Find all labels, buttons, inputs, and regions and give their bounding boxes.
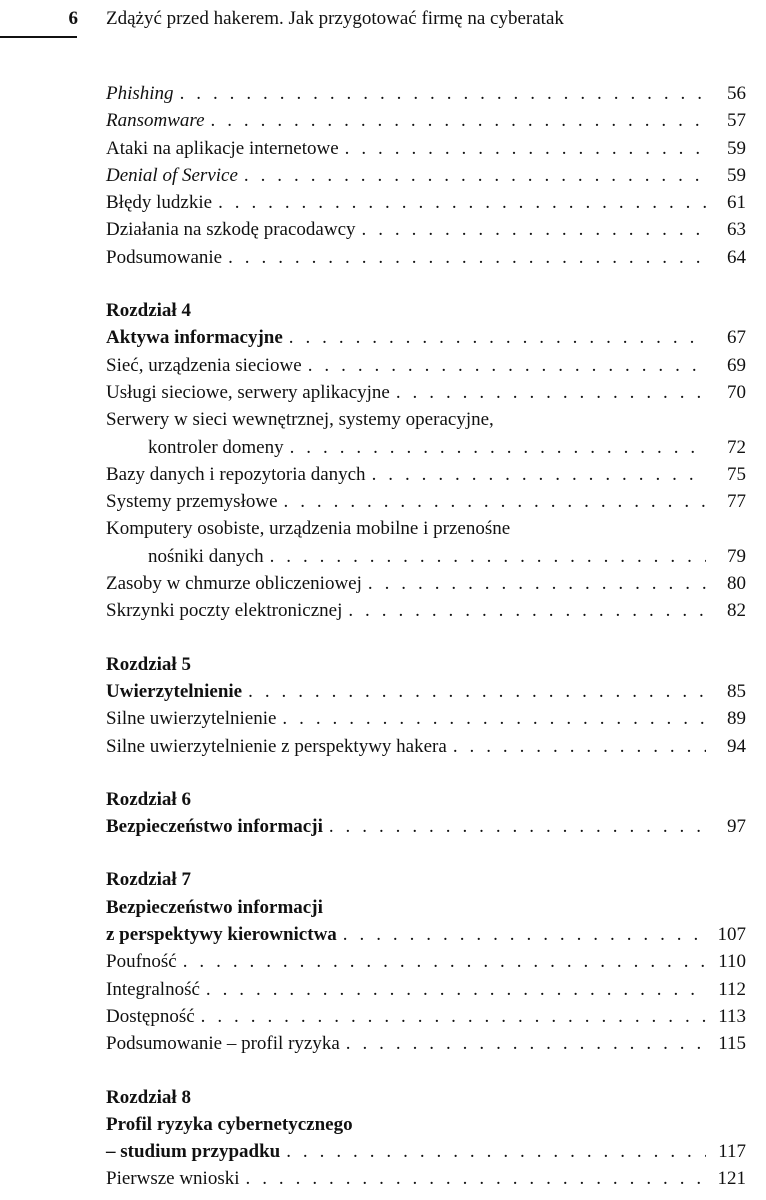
toc-entry-label: Phishing	[106, 83, 174, 104]
table-of-contents	[106, 80, 746, 1193]
dot-leader	[180, 80, 706, 107]
dot-leader	[453, 733, 706, 760]
toc-entry-label: Działania na szkodę pracodawcy	[106, 219, 356, 241]
toc-entry[interactable]	[106, 543, 746, 570]
chapter-title-entry[interactable]	[106, 921, 746, 948]
toc-entry-label: Bazy danych i repozytoria danych	[106, 463, 366, 485]
toc-entry-page: 110	[718, 951, 746, 973]
dot-leader	[218, 189, 706, 216]
dot-leader	[286, 1138, 706, 1165]
dot-leader	[201, 1003, 706, 1030]
toc-entry-page: 69	[727, 354, 746, 376]
chapter-label: Rozdział 4	[106, 300, 191, 322]
toc-entry-page: 113	[718, 1005, 746, 1027]
chapter-title: Aktywa informacyjne	[106, 327, 283, 349]
page-number: 6	[68, 8, 78, 29]
dot-leader	[372, 461, 706, 488]
toc-entry-page: 61	[727, 192, 746, 214]
toc-entry-label: Błędy ludzkie	[106, 192, 213, 214]
chapter-label: Rozdział 6	[106, 788, 191, 810]
dot-leader	[248, 678, 706, 705]
toc-entry-page: 80	[727, 573, 746, 595]
dot-leader	[246, 1165, 706, 1192]
toc-entry-page: 67	[727, 327, 746, 349]
chapter-title-line1: Profil ryzyka cybernetycznego	[106, 1113, 353, 1135]
toc-entry-label: Integralność	[106, 978, 200, 1000]
toc-entry-page: 57	[727, 110, 746, 132]
toc-entry-page: 79	[727, 545, 746, 567]
toc-entry-page: 64	[727, 246, 746, 268]
toc-entry[interactable]	[106, 948, 746, 975]
toc-entry[interactable]	[106, 570, 746, 597]
dot-leader	[308, 352, 706, 379]
toc-entry-label: Denial of Service	[106, 164, 238, 186]
toc-entry-page: 59	[727, 137, 746, 159]
toc-entry-ransomware[interactable]	[106, 107, 746, 134]
dot-leader	[368, 570, 706, 597]
toc-entry-human-errors[interactable]	[106, 189, 746, 216]
toc-entry-insider[interactable]	[106, 216, 746, 243]
toc-entry-label: Silne uwierzytelnienie z perspektywy hakera	[106, 735, 447, 757]
dot-leader	[270, 543, 706, 570]
toc-entry-page: 97	[727, 816, 746, 838]
dot-leader	[348, 597, 706, 624]
chapter-title-entry[interactable]	[106, 813, 746, 840]
toc-entry-page: 77	[727, 491, 746, 513]
dot-leader	[329, 813, 706, 840]
toc-entry-page: 59	[727, 164, 746, 186]
toc-entry-phishing[interactable]	[106, 80, 746, 107]
chapter-title-entry[interactable]	[106, 678, 746, 705]
dot-leader	[343, 921, 706, 948]
toc-entry-page: 70	[727, 381, 746, 403]
toc-entry-page: 107	[717, 924, 746, 946]
dot-leader	[290, 434, 706, 461]
toc-entry-label: Systemy przemysłowe	[106, 491, 278, 513]
toc-entry-label: Zasoby w chmurze obliczeniowej	[106, 573, 362, 595]
toc-entry-label: Ransomware	[106, 110, 205, 132]
toc-entry[interactable]	[106, 1030, 746, 1057]
toc-entry-label: Dostępność	[106, 1005, 195, 1027]
toc-entry[interactable]	[106, 379, 746, 406]
toc-entry[interactable]	[106, 434, 746, 461]
toc-entry-label-line1: Komputery osobiste, urządzenia mobilne i przenośne	[106, 518, 511, 540]
dot-leader	[289, 324, 706, 351]
toc-entry-label: Podsumowanie	[106, 246, 223, 268]
toc-entry-label: Sieć, urządzenia sieciowe	[106, 354, 302, 376]
dot-leader	[228, 244, 706, 271]
toc-entry-label: Usługi sieciowe, serwery aplikacyjne	[106, 381, 390, 403]
dot-leader	[396, 379, 706, 406]
toc-entry-page: 121	[717, 1168, 746, 1190]
toc-entry-label: Skrzynki poczty elektronicznej	[106, 600, 343, 622]
dot-leader	[346, 1030, 706, 1057]
toc-entry-web-attacks[interactable]	[106, 135, 746, 162]
toc-entry-label: Silne uwierzytelnienie	[106, 708, 277, 730]
chapter-title: Bezpieczeństwo informacji	[106, 816, 323, 838]
chapter-title: z perspektywy kierownictwa	[106, 924, 337, 946]
toc-entry-label: nośniki danych	[148, 545, 264, 567]
toc-entry[interactable]	[106, 488, 746, 515]
chapter-title: Uwierzytelnienie	[106, 680, 243, 702]
toc-entry[interactable]	[106, 1003, 746, 1030]
dot-leader	[362, 216, 706, 243]
toc-entry-label: Pierwsze wnioski	[106, 1168, 240, 1190]
toc-entry-page: 89	[727, 708, 746, 730]
toc-entry-page: 82	[727, 600, 746, 622]
chapter-title-entry[interactable]	[106, 324, 746, 351]
toc-entry-summary[interactable]	[106, 244, 746, 271]
chapter-label: Rozdział 8	[106, 1086, 191, 1108]
toc-entry[interactable]	[106, 733, 746, 760]
chapter-label: Rozdział 5	[106, 653, 191, 675]
toc-entry-page: 75	[727, 463, 746, 485]
toc-entry[interactable]	[106, 1165, 746, 1192]
running-header	[0, 0, 766, 44]
toc-entry-page: 72	[727, 436, 746, 458]
toc-entry-label: Podsumowanie – profil ryzyka	[106, 1033, 340, 1055]
dot-leader	[183, 948, 706, 975]
chapter-title-entry[interactable]	[106, 1138, 746, 1165]
chapter-title-line1: Bezpieczeństwo informacji	[106, 896, 323, 918]
toc-entry[interactable]	[106, 705, 746, 732]
header-rule	[0, 36, 77, 38]
chapter-title: – studium przypadku	[106, 1141, 281, 1163]
toc-entry-label: Ataki na aplikacje internetowe	[106, 137, 339, 159]
dot-leader	[282, 705, 706, 732]
toc-entry-page: 63	[727, 219, 746, 241]
toc-entry[interactable]	[106, 352, 746, 379]
toc-entry-page: 94	[727, 735, 746, 757]
toc-entry[interactable]	[106, 976, 746, 1003]
toc-entry-label: Poufność	[106, 951, 177, 973]
toc-entry-page: 112	[718, 978, 746, 1000]
toc-entry[interactable]	[106, 597, 746, 624]
dot-leader	[345, 135, 706, 162]
toc-entry-label-line1: Serwery w sieci wewnętrznej, systemy operacyjne,	[106, 409, 494, 431]
dot-leader	[244, 162, 706, 189]
toc-entry-label: kontroler domeny	[148, 436, 284, 458]
dot-leader	[206, 976, 706, 1003]
toc-entry[interactable]	[106, 461, 746, 488]
chapter-label: Rozdział 7	[106, 869, 191, 891]
dot-leader	[211, 107, 706, 134]
dot-leader	[284, 488, 706, 515]
running-title: Zdążyć przed hakerem. Jak przygotować firmę na cyberatak	[106, 8, 564, 29]
toc-entry-page: 115	[718, 1033, 746, 1055]
toc-entry-page: 85	[727, 680, 746, 702]
toc-entry-dos[interactable]	[106, 162, 746, 189]
toc-entry-page: 56	[727, 83, 746, 104]
toc-entry-page: 117	[718, 1141, 746, 1163]
